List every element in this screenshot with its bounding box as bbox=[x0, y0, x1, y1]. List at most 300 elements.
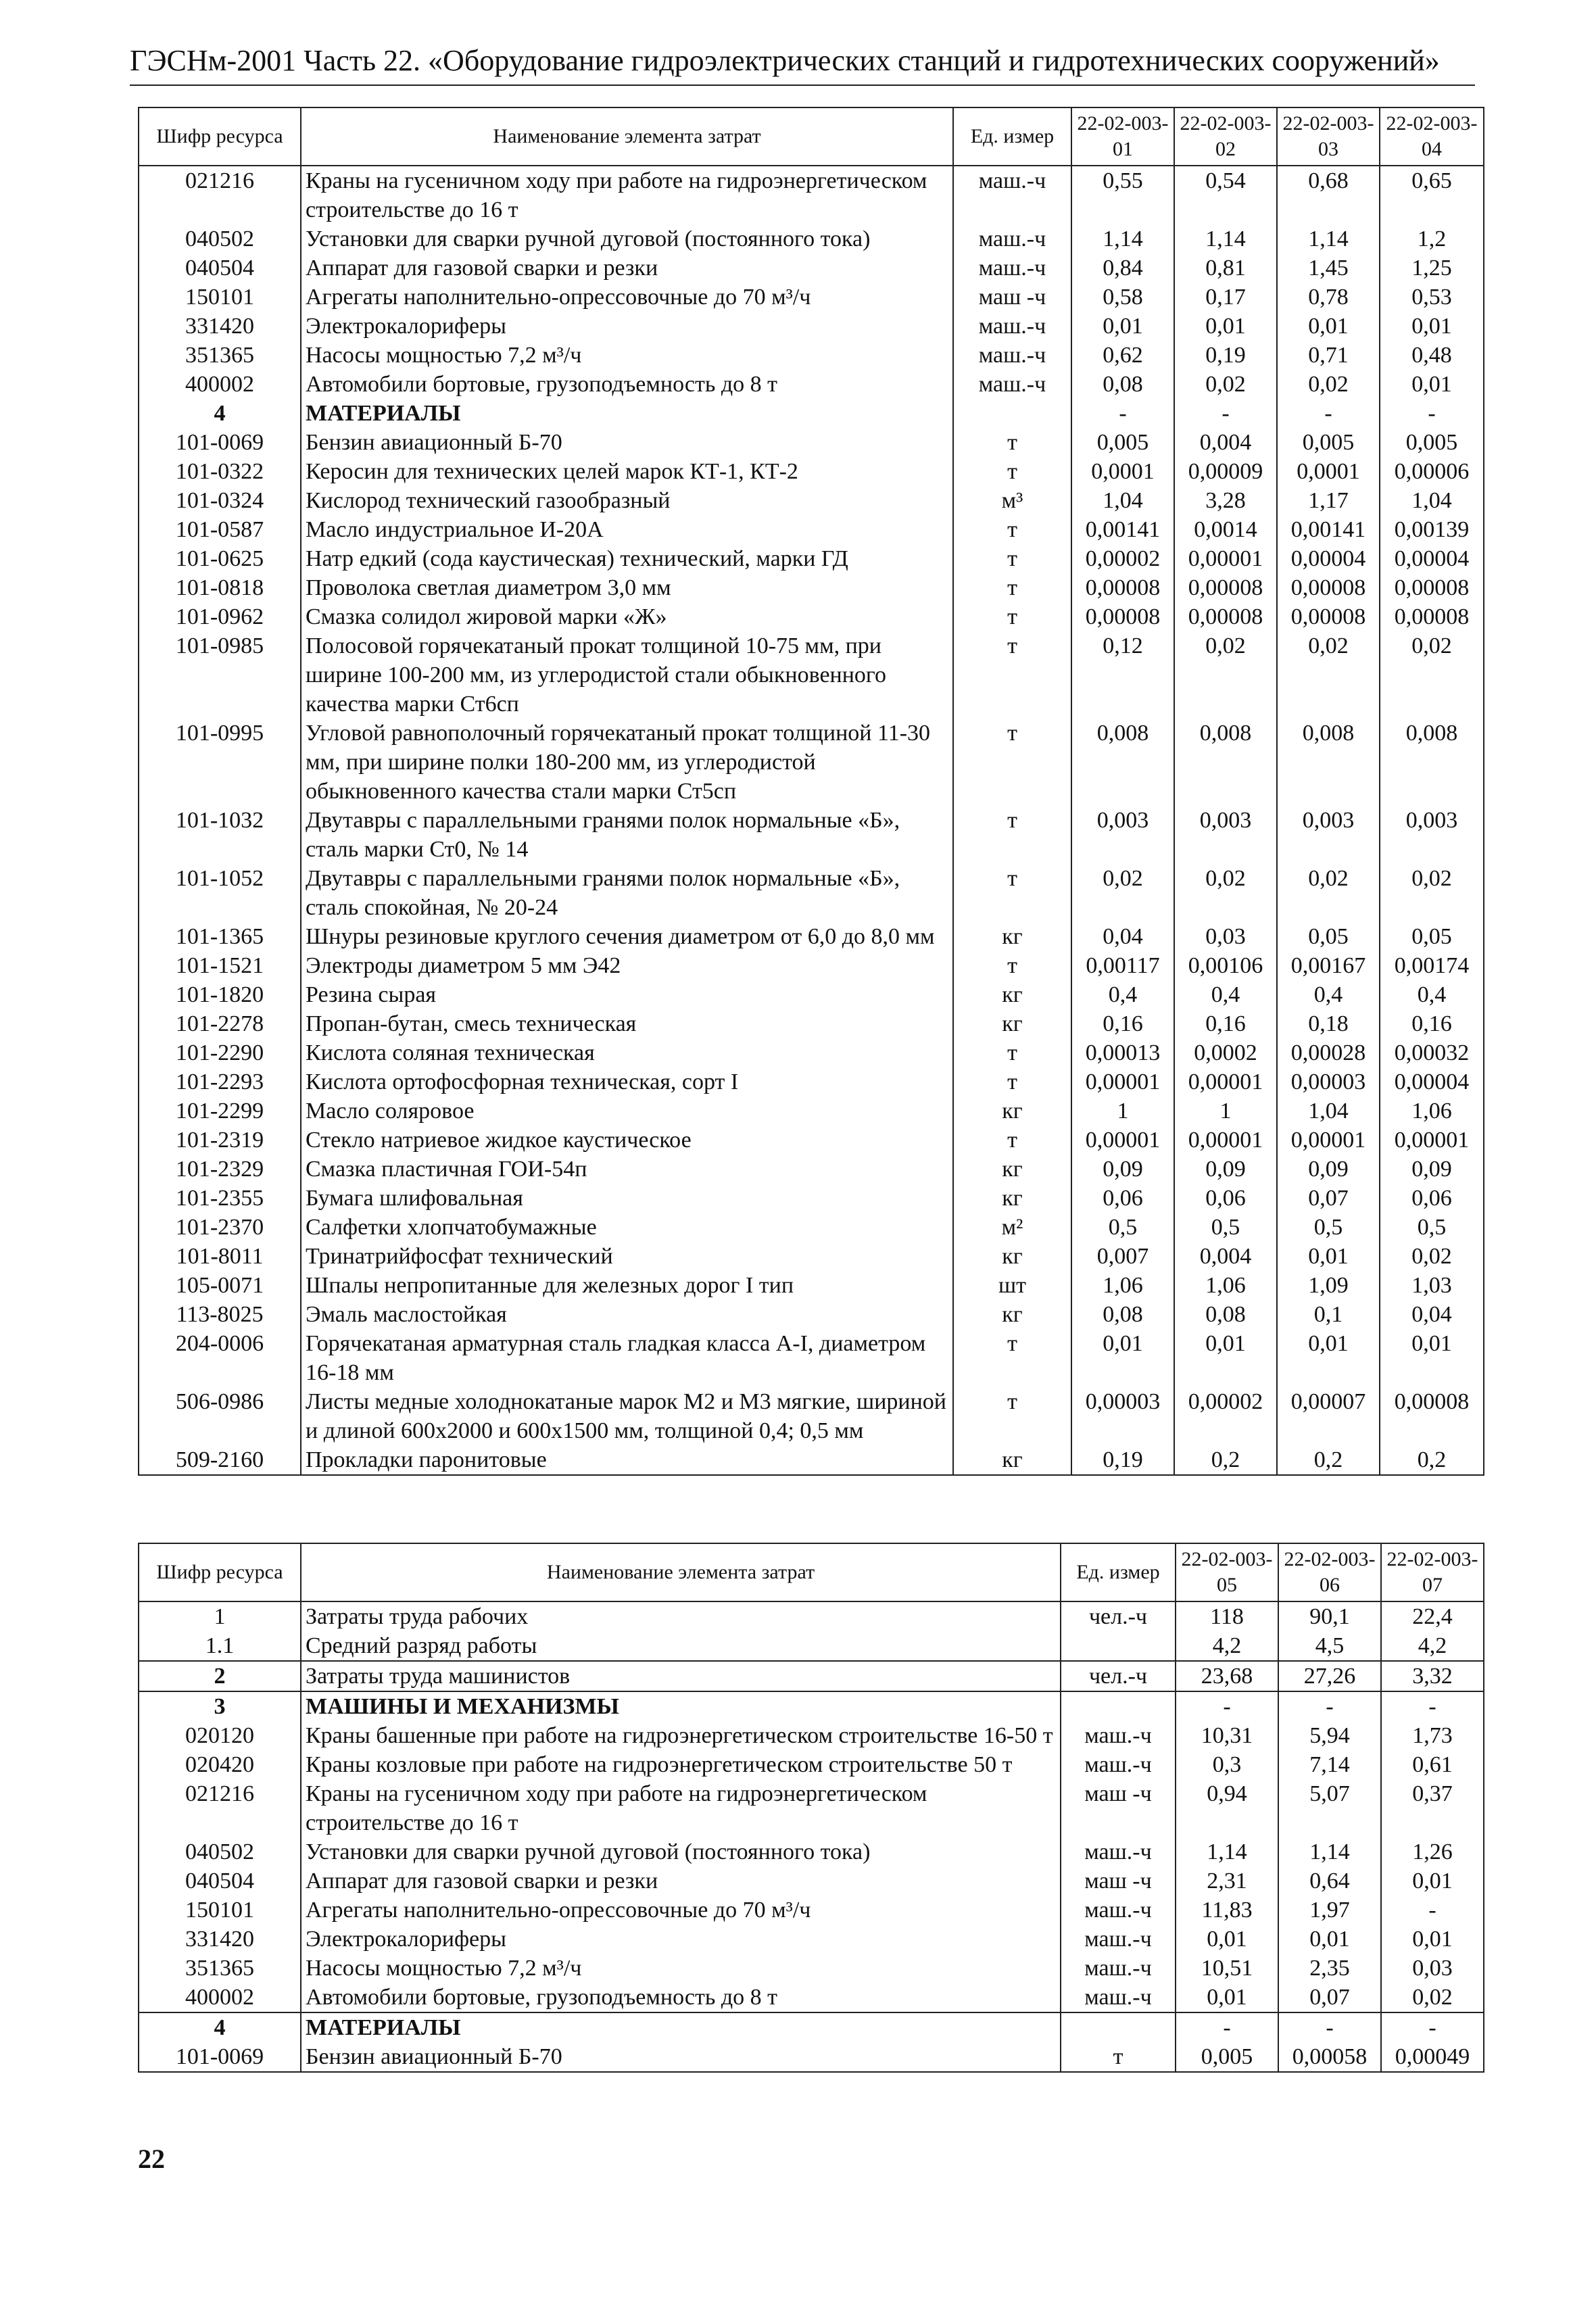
cell-value: 0,00001 bbox=[1277, 1126, 1380, 1155]
cell-code: 021216 bbox=[139, 1779, 301, 1837]
page-number: 22 bbox=[138, 2144, 165, 2174]
cell-value: 0,01 bbox=[1278, 1925, 1381, 1954]
cell-value: 0,02 bbox=[1174, 864, 1277, 922]
cell-name: Смазка солидол жировой марки «Ж» bbox=[301, 602, 953, 631]
cell-value: 0,55 bbox=[1071, 166, 1174, 224]
cell-value: 0,16 bbox=[1380, 1009, 1484, 1038]
cell-name: МАШИНЫ И МЕХАНИЗМЫ bbox=[301, 1691, 1061, 1721]
cell-value: 0,09 bbox=[1277, 1155, 1380, 1184]
cell-value: 0,37 bbox=[1381, 1779, 1484, 1837]
cell-code: 3 bbox=[139, 1691, 301, 1721]
cell-value: 0,008 bbox=[1380, 719, 1484, 806]
cell-value: 1,04 bbox=[1277, 1096, 1380, 1126]
cell-unit: т bbox=[953, 1038, 1071, 1067]
cell-code: 4 bbox=[139, 2012, 301, 2042]
cell-name: Двутавры с параллельными гранями полок нормальные «Б», сталь спокойная, № 20-24 bbox=[301, 864, 953, 922]
cell-value: 0,0001 bbox=[1277, 457, 1380, 486]
cell-value: 0,01 bbox=[1277, 312, 1380, 341]
cell-value: 0,08 bbox=[1071, 370, 1174, 399]
cell-unit: маш.-ч bbox=[1061, 1750, 1176, 1779]
cell-unit: кг bbox=[953, 1096, 1071, 1126]
cell-value: 0,78 bbox=[1277, 283, 1380, 312]
table-row bbox=[139, 1300, 1484, 1329]
table-row bbox=[139, 224, 1484, 254]
table-header-row bbox=[139, 1543, 1484, 1601]
cell-value: 0,01 bbox=[1176, 1983, 1278, 2012]
cell-unit: м³ bbox=[953, 486, 1071, 515]
cell-value: 0,00028 bbox=[1277, 1038, 1380, 1067]
cell-unit: т bbox=[953, 602, 1071, 631]
cell-value: 0,004 bbox=[1174, 428, 1277, 457]
cell-value: 1,06 bbox=[1380, 1096, 1484, 1126]
cell-unit: маш.-ч bbox=[1061, 1925, 1176, 1954]
cell-name: Затраты труда рабочих bbox=[301, 1601, 1061, 1631]
cell-value: 0,00008 bbox=[1071, 602, 1174, 631]
cell-value: 2,35 bbox=[1278, 1954, 1381, 1983]
col-header-rate: 22-02-003-05 bbox=[1176, 1543, 1278, 1601]
cell-value: 0,16 bbox=[1071, 1009, 1174, 1038]
col-header-rate: 22-02-003-02 bbox=[1174, 107, 1277, 166]
cell-name: Горячекатаная арматурная сталь гладкая класса А-I, диаметром 16-18 мм bbox=[301, 1329, 953, 1387]
cell-unit: маш -ч bbox=[1061, 1779, 1176, 1837]
cell-value: 0,19 bbox=[1071, 1445, 1174, 1475]
cell-value: 0,00008 bbox=[1174, 602, 1277, 631]
cell-value: 0,00032 bbox=[1380, 1038, 1484, 1067]
cell-unit: т bbox=[953, 631, 1071, 719]
table-row bbox=[139, 1126, 1484, 1155]
cell-value: 0,00001 bbox=[1071, 1126, 1174, 1155]
cell-value: 1,14 bbox=[1278, 1837, 1381, 1866]
cell-value: 0,09 bbox=[1174, 1155, 1277, 1184]
cell-unit: маш.-ч bbox=[953, 166, 1071, 224]
cell-name: Кислород технический газообразный bbox=[301, 486, 953, 515]
cell-value: 1,45 bbox=[1277, 254, 1380, 283]
cell-value: 0,09 bbox=[1071, 1155, 1174, 1184]
section-row bbox=[139, 399, 1484, 428]
cell-value: 3,32 bbox=[1381, 1661, 1484, 1691]
table-row bbox=[139, 254, 1484, 283]
cell-name: Автомобили бортовые, грузоподъемность до 8 т bbox=[301, 370, 953, 399]
cell-name: Угловой равнополочный горячекатаный прокат толщиной 11-30 мм, при ширине полки 180-200 мм, из углеродистой обыкновенного качества стали марки Ст5сп bbox=[301, 719, 953, 806]
table-row bbox=[139, 457, 1484, 486]
resource-table-1 bbox=[138, 107, 1484, 1476]
cell-value: 0,00058 bbox=[1278, 2042, 1381, 2072]
cell-unit: маш.-ч bbox=[1061, 1954, 1176, 1983]
cell-code: 101-2319 bbox=[139, 1126, 301, 1155]
cell-value: 1,09 bbox=[1277, 1271, 1380, 1300]
cell-value: 5,94 bbox=[1278, 1721, 1381, 1750]
cell-value: 1,26 bbox=[1381, 1837, 1484, 1866]
cell-value: 0,00002 bbox=[1071, 544, 1174, 573]
cell-unit: т bbox=[953, 951, 1071, 980]
cell-code: 040504 bbox=[139, 254, 301, 283]
table-row bbox=[139, 1837, 1484, 1866]
table-row bbox=[139, 1983, 1484, 2012]
table-row bbox=[139, 1661, 1484, 1691]
table-row bbox=[139, 1271, 1484, 1300]
table-row bbox=[139, 1750, 1484, 1779]
cell-code: 400002 bbox=[139, 1983, 301, 2012]
cell-value: 0,00008 bbox=[1071, 573, 1174, 602]
cell-unit: маш.-ч bbox=[1061, 1983, 1176, 2012]
cell-unit bbox=[953, 399, 1071, 428]
cell-name: Натр едкий (сода каустическая) технический, марки ГД bbox=[301, 544, 953, 573]
cell-value: 0,5 bbox=[1071, 1213, 1174, 1242]
cell-code: 150101 bbox=[139, 283, 301, 312]
cell-value: 2,31 bbox=[1176, 1866, 1278, 1896]
cell-value: - bbox=[1176, 1691, 1278, 1721]
cell-value: 0,007 bbox=[1071, 1242, 1174, 1271]
table-row bbox=[139, 864, 1484, 922]
cell-code: 040502 bbox=[139, 1837, 301, 1866]
section-row bbox=[139, 2012, 1484, 2042]
cell-value: 1,06 bbox=[1174, 1271, 1277, 1300]
cell-value: 0,00004 bbox=[1380, 544, 1484, 573]
cell-value: 0,00106 bbox=[1174, 951, 1277, 980]
cell-value: 7,14 bbox=[1278, 1750, 1381, 1779]
cell-name: Шнуры резиновые круглого сечения диаметром от 6,0 до 8,0 мм bbox=[301, 922, 953, 951]
cell-unit: кг bbox=[953, 1155, 1071, 1184]
cell-value: 0,00007 bbox=[1277, 1387, 1380, 1445]
cell-name: Краны башенные при работе на гидроэнергетическом строительстве 16-50 т bbox=[301, 1721, 1061, 1750]
table-row bbox=[139, 1721, 1484, 1750]
cell-unit: т bbox=[953, 1067, 1071, 1096]
cell-code: 101-2355 bbox=[139, 1184, 301, 1213]
cell-value: 4,5 bbox=[1278, 1631, 1381, 1661]
col-header-rate: 22-02-003-01 bbox=[1071, 107, 1174, 166]
cell-code: 351365 bbox=[139, 341, 301, 370]
cell-value: 0,00141 bbox=[1277, 515, 1380, 544]
cell-unit: кг bbox=[953, 1009, 1071, 1038]
cell-code: 101-2299 bbox=[139, 1096, 301, 1126]
cell-value: 0,02 bbox=[1380, 864, 1484, 922]
cell-unit: маш.-ч bbox=[953, 254, 1071, 283]
cell-name: Стекло натриевое жидкое каустическое bbox=[301, 1126, 953, 1155]
col-header-code: Шифр ресурса bbox=[139, 107, 301, 166]
cell-name: Аппарат для газовой сварки и резки bbox=[301, 254, 953, 283]
cell-value: 0,00004 bbox=[1380, 1067, 1484, 1096]
cell-value: 0,53 bbox=[1380, 283, 1484, 312]
cell-value: 0,00003 bbox=[1277, 1067, 1380, 1096]
cell-name: Бензин авиационный Б-70 bbox=[301, 428, 953, 457]
cell-value: - bbox=[1381, 1691, 1484, 1721]
cell-value: 0,05 bbox=[1380, 922, 1484, 951]
cell-name: Агрегаты наполнительно-опрессовочные до 70 м³/ч bbox=[301, 283, 953, 312]
cell-value: 0,81 bbox=[1174, 254, 1277, 283]
cell-value: 1 bbox=[1071, 1096, 1174, 1126]
cell-unit: кг bbox=[953, 922, 1071, 951]
cell-unit: т bbox=[953, 1387, 1071, 1445]
cell-value: 0,00117 bbox=[1071, 951, 1174, 980]
cell-code: 150101 bbox=[139, 1896, 301, 1925]
cell-value: 1,04 bbox=[1380, 486, 1484, 515]
table-row bbox=[139, 719, 1484, 806]
cell-value: 0,03 bbox=[1381, 1954, 1484, 1983]
table-row bbox=[139, 341, 1484, 370]
cell-value: 0,64 bbox=[1278, 1866, 1381, 1896]
table-row bbox=[139, 1601, 1484, 1631]
cell-unit bbox=[1061, 1691, 1176, 1721]
cell-code: 101-0322 bbox=[139, 457, 301, 486]
cell-name: Краны козловые при работе на гидроэнергетическом строительстве 50 т bbox=[301, 1750, 1061, 1779]
cell-value: 0,008 bbox=[1174, 719, 1277, 806]
cell-value: 0,00001 bbox=[1174, 1067, 1277, 1096]
cell-value: 22,4 bbox=[1381, 1601, 1484, 1631]
cell-value: - bbox=[1174, 399, 1277, 428]
cell-value: 0,01 bbox=[1380, 370, 1484, 399]
cell-value: 0,02 bbox=[1380, 1242, 1484, 1271]
cell-value: 0,61 bbox=[1381, 1750, 1484, 1779]
cell-value: 1,17 bbox=[1277, 486, 1380, 515]
cell-value: 0,3 bbox=[1176, 1750, 1278, 1779]
cell-name: Агрегаты наполнительно-опрессовочные до 70 м³/ч bbox=[301, 1896, 1061, 1925]
cell-value: 1 bbox=[1174, 1096, 1277, 1126]
cell-name: Автомобили бортовые, грузоподъемность до 8 т bbox=[301, 1983, 1061, 2012]
cell-value: 0,00001 bbox=[1071, 1067, 1174, 1096]
cell-name: Эмаль маслостойкая bbox=[301, 1300, 953, 1329]
cell-value: 1,2 bbox=[1380, 224, 1484, 254]
cell-value: 0,04 bbox=[1071, 922, 1174, 951]
cell-value: 0,2 bbox=[1380, 1445, 1484, 1475]
cell-value: 0,2 bbox=[1174, 1445, 1277, 1475]
cell-code: 040502 bbox=[139, 224, 301, 254]
cell-unit: т bbox=[953, 457, 1071, 486]
cell-code: 101-0069 bbox=[139, 428, 301, 457]
table-row bbox=[139, 806, 1484, 864]
cell-name: Бумага шлифовальная bbox=[301, 1184, 953, 1213]
cell-name: Средний разряд работы bbox=[301, 1631, 1061, 1661]
cell-name: Краны на гусеничном ходу при работе на гидроэнергетическом строительстве до 16 т bbox=[301, 166, 953, 224]
cell-name: Листы медные холоднокатаные марок М2 и М3 мягкие, шириной и длиной 600х2000 и 600х1500 мм, толщиной 0,4; 0,5 мм bbox=[301, 1387, 953, 1445]
cell-unit: т bbox=[953, 806, 1071, 864]
cell-value: 23,68 bbox=[1176, 1661, 1278, 1691]
cell-name: Насосы мощностью 7,2 м³/ч bbox=[301, 1954, 1061, 1983]
table-row bbox=[139, 1866, 1484, 1896]
table-row bbox=[139, 1445, 1484, 1475]
cell-name: Смазка пластичная ГОИ-54п bbox=[301, 1155, 953, 1184]
cell-value: 0,003 bbox=[1380, 806, 1484, 864]
cell-unit: чел.-ч bbox=[1061, 1661, 1176, 1691]
cell-value: 1,14 bbox=[1174, 224, 1277, 254]
cell-value: 0,005 bbox=[1277, 428, 1380, 457]
cell-value: 0,02 bbox=[1071, 864, 1174, 922]
resource-table-2 bbox=[138, 1543, 1484, 2073]
cell-name: Установки для сварки ручной дуговой (постоянного тока) bbox=[301, 1837, 1061, 1866]
cell-unit: маш.-ч bbox=[953, 312, 1071, 341]
cell-value: 0,84 bbox=[1071, 254, 1174, 283]
cell-code: 020420 bbox=[139, 1750, 301, 1779]
cell-code: 400002 bbox=[139, 370, 301, 399]
cell-value: 0,4 bbox=[1071, 980, 1174, 1009]
cell-value: 0,00001 bbox=[1380, 1126, 1484, 1155]
cell-value: 0,00174 bbox=[1380, 951, 1484, 980]
cell-code: 2 bbox=[139, 1661, 301, 1691]
cell-value: 0,00001 bbox=[1174, 544, 1277, 573]
cell-value: 0,00008 bbox=[1380, 1387, 1484, 1445]
cell-value: 0,00008 bbox=[1277, 573, 1380, 602]
cell-value: 0,06 bbox=[1071, 1184, 1174, 1213]
cell-value: 1,25 bbox=[1380, 254, 1484, 283]
cell-value: 0,01 bbox=[1277, 1329, 1380, 1387]
cell-code: 101-2293 bbox=[139, 1067, 301, 1096]
cell-value: 4,2 bbox=[1176, 1631, 1278, 1661]
table-row bbox=[139, 1779, 1484, 1837]
cell-value: 0,1 bbox=[1277, 1300, 1380, 1329]
cell-value: 0,005 bbox=[1071, 428, 1174, 457]
cell-value: 1,06 bbox=[1071, 1271, 1174, 1300]
col-header-rate: 22-02-003-04 bbox=[1380, 107, 1484, 166]
cell-value: 0,02 bbox=[1174, 370, 1277, 399]
table-row bbox=[139, 1096, 1484, 1126]
cell-unit: маш.-ч bbox=[953, 224, 1071, 254]
cell-code: 101-1521 bbox=[139, 951, 301, 980]
cell-value: 0,62 bbox=[1071, 341, 1174, 370]
cell-unit: шт bbox=[953, 1271, 1071, 1300]
cell-value: 0,04 bbox=[1380, 1300, 1484, 1329]
cell-unit: маш.-ч bbox=[1061, 1896, 1176, 1925]
cell-value: 0,5 bbox=[1277, 1213, 1380, 1242]
header-rule bbox=[130, 85, 1475, 86]
cell-name: Аппарат для газовой сварки и резки bbox=[301, 1866, 1061, 1896]
col-header-rate: 22-02-003-06 bbox=[1278, 1543, 1381, 1601]
cell-value: 11,83 bbox=[1176, 1896, 1278, 1925]
table-header-row bbox=[139, 107, 1484, 166]
cell-unit: т bbox=[953, 719, 1071, 806]
table-row bbox=[139, 951, 1484, 980]
cell-value: 1,04 bbox=[1071, 486, 1174, 515]
cell-code: 101-2278 bbox=[139, 1009, 301, 1038]
table-row bbox=[139, 312, 1484, 341]
table-row bbox=[139, 631, 1484, 719]
cell-value: 0,00167 bbox=[1277, 951, 1380, 980]
cell-unit: маш -ч bbox=[953, 283, 1071, 312]
cell-value: 0,00008 bbox=[1277, 602, 1380, 631]
cell-code: 101-0962 bbox=[139, 602, 301, 631]
table-row bbox=[139, 1184, 1484, 1213]
cell-value: 4,2 bbox=[1381, 1631, 1484, 1661]
table-row bbox=[139, 544, 1484, 573]
cell-unit: кг bbox=[953, 1445, 1071, 1475]
cell-value: 0,19 bbox=[1174, 341, 1277, 370]
cell-name: Электроды диаметром 5 мм Э42 bbox=[301, 951, 953, 980]
cell-value: - bbox=[1381, 2012, 1484, 2042]
cell-code: 113-8025 bbox=[139, 1300, 301, 1329]
cell-code: 101-0985 bbox=[139, 631, 301, 719]
cell-value: 0,48 bbox=[1380, 341, 1484, 370]
cell-unit: чел.-ч bbox=[1061, 1601, 1176, 1631]
cell-code: 101-1052 bbox=[139, 864, 301, 922]
cell-name: Полосовой горячекатаный прокат толщиной 10-75 мм, при ширине 100-200 мм, из углеродистой стали обыкновенного качества марки Ст6сп bbox=[301, 631, 953, 719]
cell-value: 0,003 bbox=[1174, 806, 1277, 864]
cell-value: 0,01 bbox=[1380, 1329, 1484, 1387]
cell-value: 0,07 bbox=[1278, 1983, 1381, 2012]
cell-value: 1,14 bbox=[1277, 224, 1380, 254]
cell-code: 351365 bbox=[139, 1954, 301, 1983]
cell-value: 0,65 bbox=[1380, 166, 1484, 224]
cell-value: 0,54 bbox=[1174, 166, 1277, 224]
table-row bbox=[139, 283, 1484, 312]
cell-value: 10,31 bbox=[1176, 1721, 1278, 1750]
cell-value: - bbox=[1381, 1896, 1484, 1925]
cell-name: Шпалы непропитанные для железных дорог I тип bbox=[301, 1271, 953, 1300]
cell-code: 101-0625 bbox=[139, 544, 301, 573]
cell-value: 0,01 bbox=[1174, 312, 1277, 341]
cell-value: - bbox=[1277, 399, 1380, 428]
cell-value: 0,68 bbox=[1277, 166, 1380, 224]
cell-code: 1.1 bbox=[139, 1631, 301, 1661]
cell-name: Пропан-бутан, смесь техническая bbox=[301, 1009, 953, 1038]
cell-unit bbox=[1061, 2012, 1176, 2042]
cell-value: 0,01 bbox=[1381, 1925, 1484, 1954]
cell-code: 101-1365 bbox=[139, 922, 301, 951]
cell-code: 204-0006 bbox=[139, 1329, 301, 1387]
cell-unit: т bbox=[953, 515, 1071, 544]
cell-name: Проволока светлая диаметром 3,0 мм bbox=[301, 573, 953, 602]
cell-name: Кислота ортофосфорная техническая, сорт I bbox=[301, 1067, 953, 1096]
cell-code: 101-0587 bbox=[139, 515, 301, 544]
col-header-unit: Ед. измер bbox=[1061, 1543, 1176, 1601]
cell-unit: кг bbox=[953, 980, 1071, 1009]
cell-name: Двутавры с параллельными гранями полок нормальные «Б», сталь марки Ст0, № 14 bbox=[301, 806, 953, 864]
cell-value: 0,005 bbox=[1380, 428, 1484, 457]
cell-code: 331420 bbox=[139, 1925, 301, 1954]
cell-unit: маш.-ч bbox=[1061, 1837, 1176, 1866]
cell-name: Бензин авиационный Б-70 bbox=[301, 2042, 1061, 2072]
cell-code: 506-0986 bbox=[139, 1387, 301, 1445]
col-header-name: Наименование элемента затрат bbox=[301, 107, 953, 166]
cell-name: Затраты труда машинистов bbox=[301, 1661, 1061, 1691]
cell-code: 101-1820 bbox=[139, 980, 301, 1009]
cell-value: 0,00002 bbox=[1174, 1387, 1277, 1445]
cell-code: 101-1032 bbox=[139, 806, 301, 864]
cell-value: 0,003 bbox=[1277, 806, 1380, 864]
cell-value: 5,07 bbox=[1278, 1779, 1381, 1837]
table-row bbox=[139, 2042, 1484, 2072]
cell-value: 1,14 bbox=[1176, 1837, 1278, 1866]
table-row bbox=[139, 1896, 1484, 1925]
table-row bbox=[139, 1213, 1484, 1242]
cell-code: 101-2329 bbox=[139, 1155, 301, 1184]
cell-unit: т bbox=[953, 573, 1071, 602]
cell-value: 0,01 bbox=[1176, 1925, 1278, 1954]
cell-value: 0,02 bbox=[1174, 631, 1277, 719]
cell-value: 0,06 bbox=[1380, 1184, 1484, 1213]
cell-value: 0,00003 bbox=[1071, 1387, 1174, 1445]
cell-code: 1 bbox=[139, 1601, 301, 1631]
cell-value: 0,4 bbox=[1380, 980, 1484, 1009]
table-row bbox=[139, 573, 1484, 602]
cell-value: 27,26 bbox=[1278, 1661, 1381, 1691]
table-row bbox=[139, 1155, 1484, 1184]
cell-name: Прокладки паронитовые bbox=[301, 1445, 953, 1475]
cell-value: 0,00008 bbox=[1174, 573, 1277, 602]
table-row bbox=[139, 1954, 1484, 1983]
table-row bbox=[139, 1925, 1484, 1954]
cell-value: 0,06 bbox=[1174, 1184, 1277, 1213]
cell-value: 0,005 bbox=[1176, 2042, 1278, 2072]
cell-value: 0,0001 bbox=[1071, 457, 1174, 486]
cell-name: Электрокалориферы bbox=[301, 312, 953, 341]
cell-unit: т bbox=[953, 1126, 1071, 1155]
cell-name: Резина сырая bbox=[301, 980, 953, 1009]
cell-code: 101-0818 bbox=[139, 573, 301, 602]
cell-value: 0,12 bbox=[1071, 631, 1174, 719]
cell-name: Краны на гусеничном ходу при работе на гидроэнергетическом строительстве до 16 т bbox=[301, 1779, 1061, 1837]
cell-name: Керосин для технических целей марок КТ-1, КТ-2 bbox=[301, 457, 953, 486]
cell-value: 0,0002 bbox=[1174, 1038, 1277, 1067]
cell-value: 0,00009 bbox=[1174, 457, 1277, 486]
cell-value: 0,02 bbox=[1277, 631, 1380, 719]
